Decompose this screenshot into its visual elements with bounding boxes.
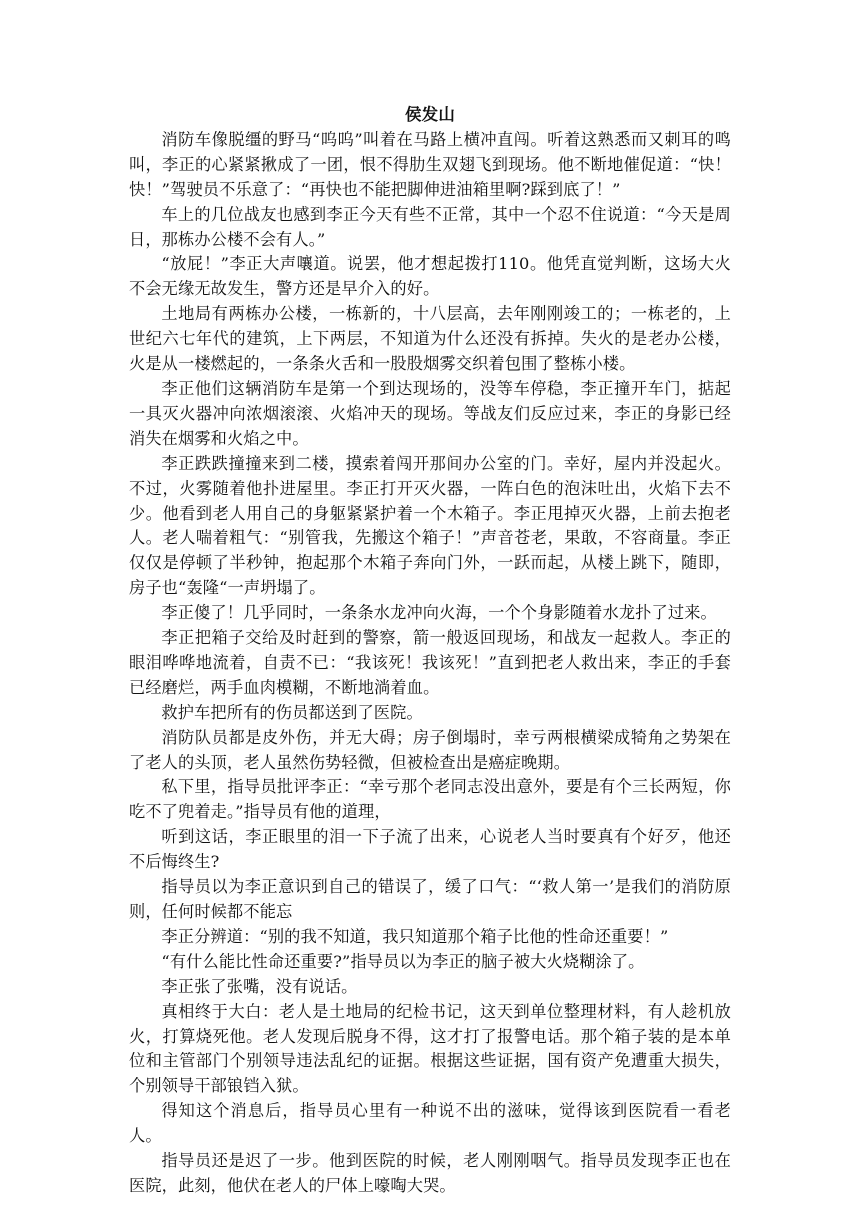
paragraph-14: 李正分辨道：“别的我不知道，我只知道那个箱子比他的性命还重要！” [161, 926, 669, 946]
paragraph-13: 指导员以为李正意识到自己的错误了，缓了口气：“‘救人第一’是我们的消防原则，任何时候都不能忘 [129, 877, 731, 921]
document-title: 侯发山 [405, 105, 455, 124]
paragraph-19: 指导员还是迟了一步。他到医院的时候，老人刚刚咽气。指导员发现李正也在医院，此刻，他伏在老人的尸体上嚎啕大哭。 [129, 1151, 731, 1195]
paragraph-17: 真相终于大白：老人是土地局的纪检书记，这天到单位整理材料，有人趁机放火，打算烧死他。老人发现后脱身不得，这才打了报警电话。那个箱子装的是本单位和主管部门个别领导违法乱纪的证据。根据这些证据，国有资产免遭重大损失，个别领导干部锒铛入狱。 [129, 1001, 731, 1096]
paragraph-2: 车上的几位战友也感到李正今天有些不正常，其中一个忍不住说道：“今天是周日，那栋办公楼不会有人。” [129, 204, 731, 249]
paragraph-10: 消防队员都是皮外伤，并无大碍；房子倒塌时，幸亏两根横梁成犄角之势架在了老人的头顶，老人虽然伤势轻微，但被检查出是癌症晚期。 [129, 727, 731, 772]
paragraph-18: 得知这个消息后，指导员心里有一种说不出的滋味，觉得该到医院看一看老人。 [129, 1101, 731, 1146]
paragraph-11: 私下里，指导员批评李正：“幸亏那个老同志没出意外，要是有个三长两短，你吃不了兜着走。”指导员有他的道理， [129, 777, 731, 822]
document-page [129, 103, 731, 1199]
paragraph-1: 消防车像脱缰的野马“呜呜”叫着在马路上横冲直闯。听着这熟悉而又刺耳的鸣叫，李正的心紧紧揪成了一团，恨不得肋生双翅飞到现场。他不断地催促道：“快！快！”驾驶员不乐意了：“再快也不能把脚伸进油箱里啊?踩到底了！” [129, 129, 731, 199]
paragraph-8: 李正把箱子交给及时赶到的警察，箭一般返回现场，和战友一起救人。李正的眼泪哗哗地流着，自责不已：“我该死！我该死！”直到把老人救出来，李正的手套已经磨烂，两手血肉模糊，不断地淌着血。 [129, 628, 731, 697]
paragraph-16: 李正张了张嘴，没有说话。 [161, 976, 358, 996]
paragraph-3: “放屁！”李正大声嚷道。说罢，他才想起拨打110。他凭直觉判断，这场大火不会无缘无故发生，警方还是早介入的好。 [129, 254, 731, 299]
paragraph-4: 土地局有两栋办公楼，一栋新的，十八层高，去年刚刚竣工的；一栋老的，上世纪六七年代的建筑，上下两层，不知道为什么还没有拆掉。失火的是老办公楼，火是从一楼燃起的，一条条火舌和一股股烟雾交织着包围了整栋小楼。 [129, 304, 731, 374]
paragraph-5: 李正他们这辆消防车是第一个到达现场的，没等车停稳，李正撞开车门，掂起一具灭火器冲向浓烟滚滚、火焰冲天的现场。等战友们反应过来，李正的身影已经消失在烟雾和火焰之中。 [129, 378, 731, 448]
paragraph-12: 听到这话，李正眼里的泪一下子流了出来，心说老人当时要真有个好歹，他还不后悔终生? [129, 827, 731, 872]
paragraph-6: 李正跌跌撞撞来到二楼，摸索着闯开那间办公室的门。幸好，屋内并没起火。不过，火雾随着他扑进屋里。李正打开灭火器，一阵白色的泡沫吐出，火焰下去不少。他看到老人用自己的身躯紧紧护着一个木箱子。李正甩掉灭火器，上前去抱老人。老人喘着粗气：“别管我，先搬这个箱子！”声音苍老，果敢，不容商量。李正仅仅是停顿了半秒钟，抱起那个木箱子奔向门外，一跃而起，从楼上跳下，随即，房子也“轰隆“一声坍塌了。 [129, 453, 731, 598]
paragraph-7: 李正傻了！几乎同时，一条条水龙冲向火海，一个个身影随着水龙扑了过来。 [161, 603, 717, 623]
paragraph-9: 救护车把所有的伤员都送到了医院。 [161, 702, 423, 722]
paragraph-15: “有什么能比性命还重要?”指导员以为李正的脑子被大火烧糊涂了。 [161, 951, 645, 971]
